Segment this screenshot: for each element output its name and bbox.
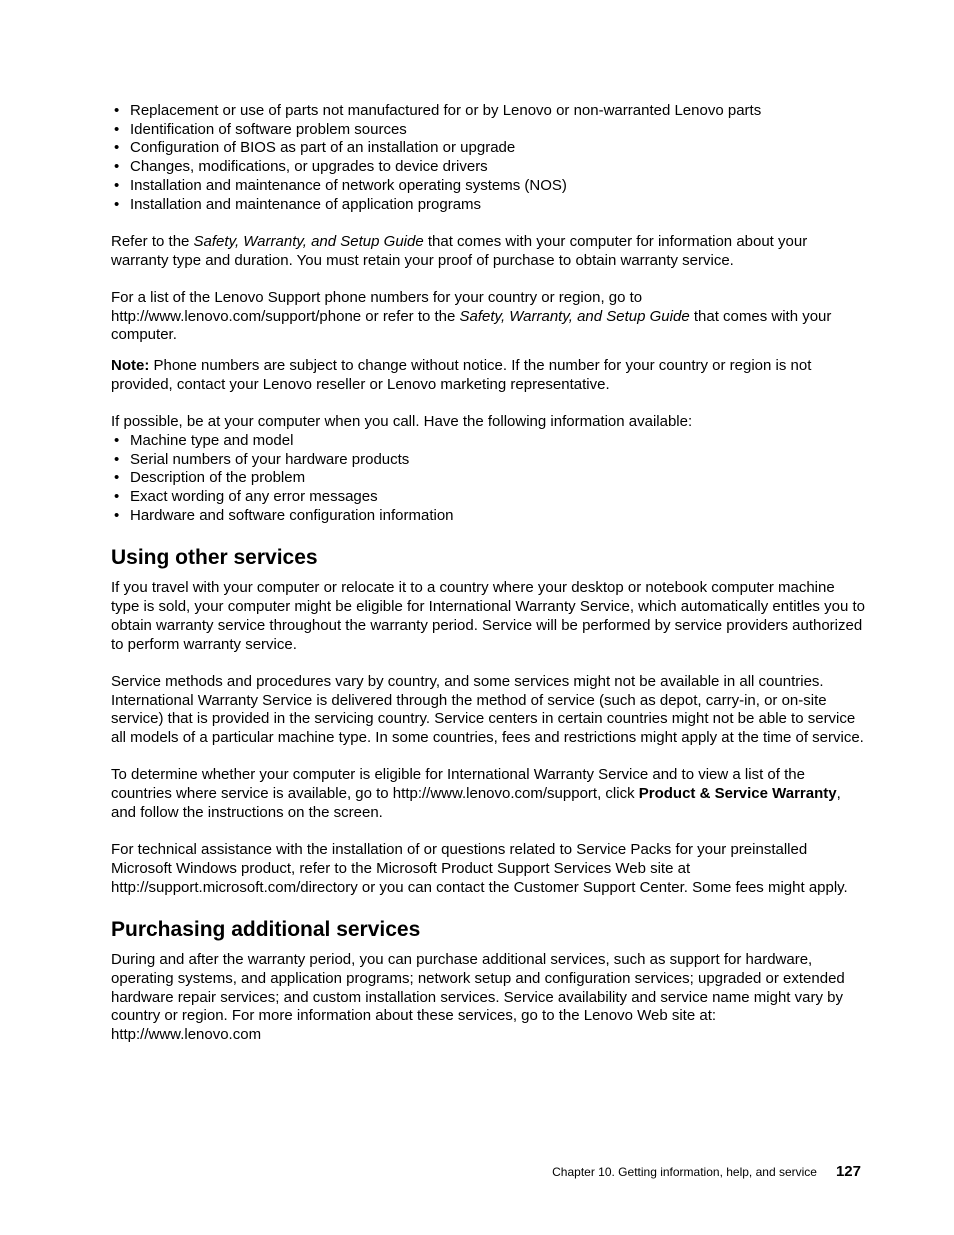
text-run: To determine whether your computer is eligible for International Warranty Service and to view a list of the countries where service is available, go to http://www.lenovo.com/support, click xyxy=(111,766,805,803)
text-run: that comes with your computer for information about your warranty type and duration. You must retain your proof of purchase to obtain warranty service. xyxy=(111,232,808,269)
list-item: • Installation and maintenance of application programs xyxy=(111,196,867,215)
paragraph-technical: For technical assistance with the installation of or questions related to Service Packs for your preinstalled Microsoft Windows product, refer to the Microsoft Product Support Services Web site at http://support.microsoft.com/directory or you can contact the Customer Support Center. Some fees might apply. xyxy=(111,841,848,896)
paragraph-methods: Service methods and procedures vary by country, and some services might not be available in all countries. International Warranty Service is delivered through the method of service (such as depot, carry-in, or on-site service) that is provided in the servicing country. Service centers in certain countries might not be able to service all models of a particular machine type. In some countries, fees and restrictions might apply at the time of service. xyxy=(111,672,864,747)
list-item: • Identification of software problem sources xyxy=(111,121,867,140)
note-paragraph xyxy=(111,357,867,394)
chapter-title: Chapter 10. Getting information, help, and service xyxy=(552,1165,817,1179)
product-service-warranty: Product & Service Warranty xyxy=(638,785,837,803)
page-number: 127 xyxy=(835,1163,861,1180)
paragraph-possible: If possible, be at your computer when you call. Have the following information available: xyxy=(111,413,693,431)
section-heading-other-services: Using other services xyxy=(111,546,318,570)
list-item: • Exact wording of any error messages xyxy=(111,488,867,507)
call-info-list xyxy=(111,432,867,526)
list-item: • Machine type and model xyxy=(111,432,867,451)
list-item: • Installation and maintenance of network operating systems (NOS) xyxy=(111,177,867,196)
page-content xyxy=(111,102,867,1045)
exclusions-list xyxy=(111,102,867,214)
paragraph-determine xyxy=(111,766,867,822)
paragraph-phone xyxy=(111,289,867,345)
list-item: • Replacement or use of parts not manufactured for or by Lenovo or non-warranted Lenovo parts xyxy=(111,102,867,121)
guide-title: Safety, Warranty, and Setup Guide xyxy=(459,307,690,325)
paragraph-purchase: During and after the warranty period, you can purchase additional services, such as support for hardware, operating systems, and application programs; network setup and configuration services; upgraded or extended hardware repair services; and custom installation services. Service availability and service name might vary by country or region. For more information about these services, go to the Lenovo Web site at: http://www.lenovo.com xyxy=(111,951,845,1044)
note-text: Phone numbers are subject to change without notice. If the number for your country or region is not provided, contact your Lenovo reseller or Lenovo marketing representative. xyxy=(111,357,812,393)
page-footer xyxy=(552,1163,861,1180)
list-item: • Changes, modifications, or upgrades to device drivers xyxy=(111,158,867,177)
note-label: Note: xyxy=(111,357,150,375)
list-item: • Hardware and software configuration information xyxy=(111,507,867,526)
list-item: • Description of the problem xyxy=(111,469,867,488)
paragraph-refer xyxy=(111,233,867,270)
list-item: • Serial numbers of your hardware products xyxy=(111,451,867,470)
text-run: , and follow the instructions on the screen. xyxy=(111,785,841,821)
guide-title: Safety, Warranty, and Setup Guide xyxy=(193,232,424,250)
text-run: Refer to the xyxy=(111,232,194,250)
paragraph-travel: If you travel with your computer or relocate it to a country where your desktop or notebook computer machine type is sold, your computer might be eligible for International Warranty Service, which automatically entitles you to obtain warranty service throughout the warranty period. Service will be performed by service providers authorized to perform warranty service. xyxy=(111,579,865,653)
text-run: that comes with your computer. xyxy=(111,307,832,344)
text-run: For a list of the Lenovo Support phone numbers for your country or region, go to http://www.lenovo.com/support/phone or refer to the xyxy=(111,289,643,325)
section-heading-purchasing: Purchasing additional services xyxy=(111,918,421,942)
list-item: • Configuration of BIOS as part of an installation or upgrade xyxy=(111,139,867,158)
